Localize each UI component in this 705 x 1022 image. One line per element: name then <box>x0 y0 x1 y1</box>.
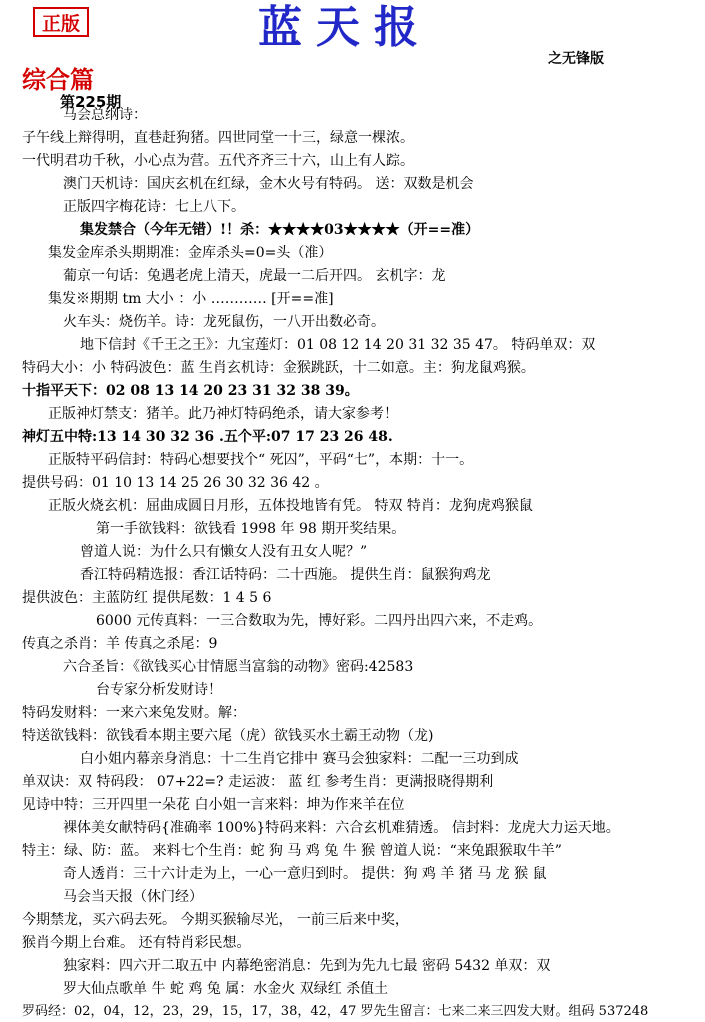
text-line: 台专家分析发财诗！ <box>96 682 222 698</box>
edition-stamp: 正版 <box>33 7 89 37</box>
text-line: 香江特码精选报：香江话特码：二十西施。 提供生肖：鼠猴狗鸡龙 <box>80 567 491 583</box>
text-line: 提供号码：01 10 13 14 25 26 30 32 36 42 。 <box>22 475 329 491</box>
text-line: 正版特平码信封：特码心想要找个“ 死囚”，平码“七”，本期：十一。 <box>48 452 474 468</box>
text-line: 集发禁合（今年无错）!！杀：★★★★03★★★★（开==准） <box>80 222 480 238</box>
text-line: 正版火烧玄机：屈曲成圆日月形，五体投地皆有凭。 特双 特肖：龙狗虎鸡猴鼠 <box>48 498 533 514</box>
text-line: 葡京一句话：兔遇老虎上清天，虎最一二后开四。 玄机字：龙 <box>63 268 446 284</box>
text-line: 正版四字梅花诗：七上八下。 <box>63 199 245 215</box>
text-line: 火车头：烧伤羊。诗：龙死鼠伤，一八开出数必奇。 <box>63 314 385 330</box>
text-line: 马会当天报（休门经） <box>63 889 203 905</box>
text-line: 奇人透肖：三十六计走为上，一心一意归到时。 提供：狗 鸡 羊 猪 马 龙 猴 鼠 <box>63 866 547 882</box>
edition-label: 之无锋版 <box>548 51 604 67</box>
text-line: 特码发财料：一来六来兔发财。解： <box>22 705 246 721</box>
text-line: 正版神灯禁支：猪羊。此乃神灯特码绝杀，请大家参考！ <box>48 406 398 422</box>
text-line: 独家料：四六开二取五中 内幕绝密消息：先到为先九七最 密码 5432 单双：双 <box>63 958 551 974</box>
text-line: 子午线上辩得明，直巷赶狗猪。四世同堂一十三，绿意一棵浓。 <box>22 130 414 146</box>
text-line: 特码大小：小 特码波色：蓝 生肖玄机诗：金猴跳跃，十二如意。主：狗龙鼠鸡猴。 <box>22 360 535 376</box>
text-line: 罗码经：02，04，12，23，29，15，17，38，42，47 罗先生留言：七来二来三四发大财。组码 537248 <box>22 1004 649 1019</box>
text-line: 提供波色：主蓝防红 提供尾数：1 4 5 6 <box>22 590 272 606</box>
text-line: 马会总纲诗： <box>63 107 147 123</box>
text-line: 单双诀：双 特码段： 07+22=? 走运波： 蓝 红 参考生肖：更满报晓得期利 <box>22 774 494 790</box>
text-line: 裸体美女献特码{准确率 100%}特码来料：六合玄机难猜透。 信封料：龙虎大力运天地。 <box>63 820 620 836</box>
text-line: 白小姐内幕亲身消息：十二生肖它排中 赛马会独家料：二配一三功到成 <box>80 751 519 767</box>
text-line: 罗大仙点歌单 牛 蛇 鸡 兔 属：水金火 双绿红 杀值土 <box>63 981 389 997</box>
section-heading: 综合篇 <box>22 65 94 94</box>
text-line: 特送欲钱料：欲钱看本期主要六尾（虎）欲钱买水土霸王动物（龙) <box>22 728 434 744</box>
text-line: 特主：绿、防：蓝。 来料七个生肖：蛇 狗 马 鸡 兔 牛 猴 曾道人说：“来兔跟猴取牛羊” <box>22 843 562 859</box>
text-line: 集发金库杀头期期准：金库杀头=0=头（准） <box>48 245 333 261</box>
text-line: 第一手欲钱料：欲钱看 1998 年 98 期开奖结果。 <box>96 521 406 537</box>
text-line: 澳门天机诗：国庆玄机在红绿，金木火号有特码。 送：双数是机会 <box>63 176 474 192</box>
text-line: 地下信封《千王之王》：九宝莲灯：01 08 12 14 20 31 32 35 47。 特码单双：双 <box>80 337 596 353</box>
text-line: 神灯五中特:13 14 30 32 36 .五个平:07 17 23 26 48. <box>22 429 393 445</box>
page-title: 蓝天报 <box>258 2 432 53</box>
text-line: 曾道人说：为什么只有懒女人没有丑女人呢？” <box>80 544 368 560</box>
text-line: 传真之杀肖：羊 传真之杀尾：9 <box>22 636 218 652</box>
text-line: 十指平天下：02 08 13 14 20 23 31 32 38 39。 <box>22 383 359 399</box>
text-line: 6000 元传真料：一三合数取为先，博好彩。二四丹出四六来，不走鸡。 <box>96 613 543 629</box>
text-line: 集发※期期 tm 大小 ：小 ………… [开==准] <box>48 291 334 307</box>
text-line: 一代明君功千秋，小心点为营。五代齐齐三十六，山上有人踪。 <box>22 153 414 169</box>
text-line: 见诗中特：三开四里一朵花 白小姐一言来料：坤为作来羊在位 <box>22 797 405 813</box>
text-line: 猴肖今期上台难。 还有特肖彩民想。 <box>22 935 251 951</box>
issue-number: 第225期 <box>60 93 122 111</box>
text-line: 六合圣旨：《欲钱买心甘情愿当富翁的动物》密码:42583 <box>63 659 414 675</box>
text-line: 今期禁龙，买六码去死。 今期买猴输尽光， 一前三后来中奖， <box>22 912 409 928</box>
